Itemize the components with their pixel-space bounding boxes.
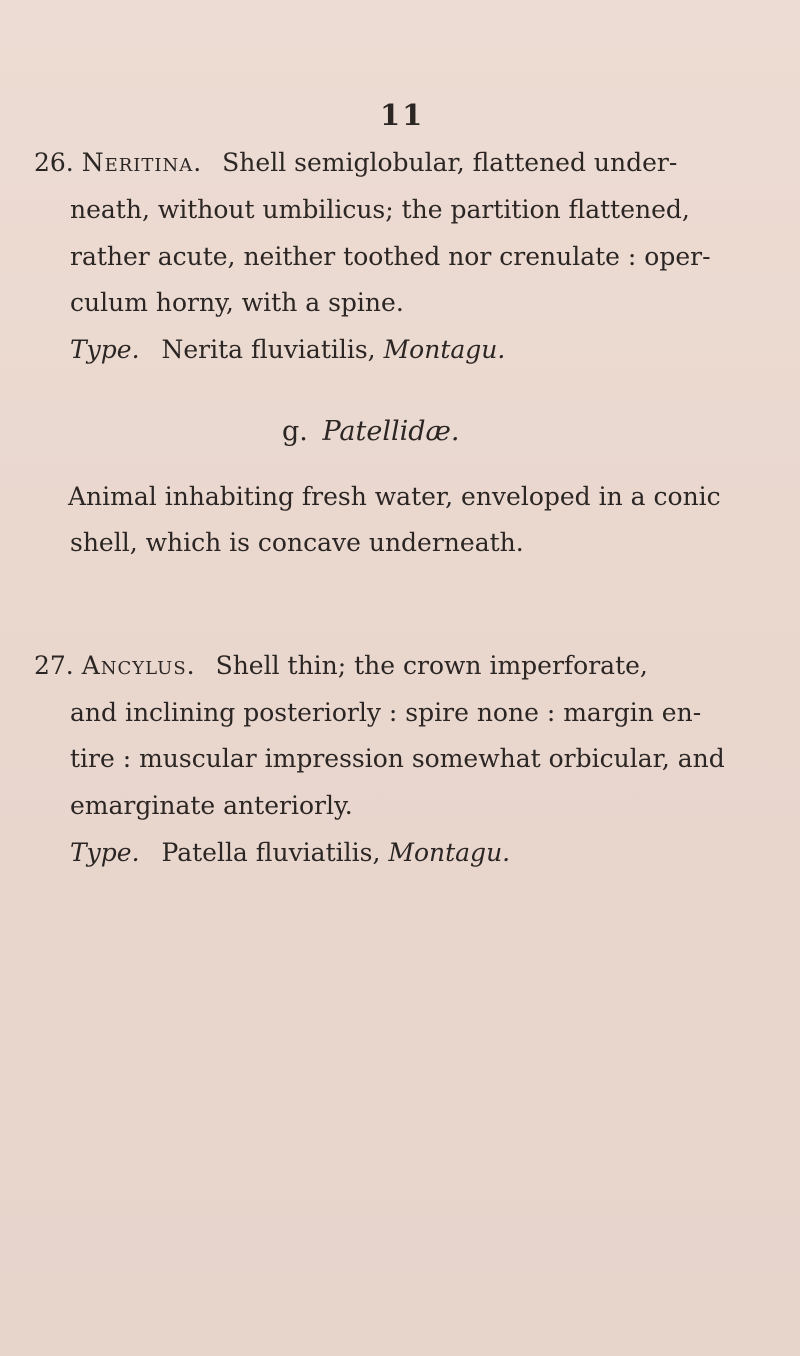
entry-number: 26. <box>34 148 74 177</box>
type-line <box>70 327 800 372</box>
description-text: Shell thin; the crown imperforate, <box>215 651 648 680</box>
genus-name: Neritina. <box>81 148 203 177</box>
description-line: neath, without umbilicus; the partition flattened, <box>70 195 690 224</box>
type-label: Type. <box>70 838 140 867</box>
type-species: Nerita fluviatilis, <box>161 335 376 364</box>
entry-27-first-line <box>34 643 800 688</box>
description-text: Shell semiglobular, flattened under- <box>222 148 678 177</box>
family-letter: g. <box>282 416 308 447</box>
page-number: 11 <box>380 98 425 132</box>
description-line: shell, which is concave underneath. <box>70 528 524 557</box>
description-line: culum horny, with a spine. <box>70 288 404 317</box>
description-line: and inclining posteriorly : spire none : margin en- <box>70 698 702 727</box>
type-author: Montagu. <box>383 335 506 364</box>
description-line: emarginate anteriorly. <box>70 791 353 820</box>
family-name: Patellidæ. <box>322 416 460 447</box>
family-heading <box>282 416 460 447</box>
entry-number: 27. <box>34 651 74 680</box>
type-label: Type. <box>70 335 140 364</box>
description-line: tire : muscular impression somewhat orbicular, and <box>70 744 725 773</box>
type-species: Patella fluviatilis, <box>161 838 381 867</box>
entry-26-first-line <box>34 140 800 185</box>
type-author: Montagu. <box>388 838 511 867</box>
type-line <box>70 830 800 875</box>
genus-name: Ancylus. <box>81 651 196 680</box>
description-line: Animal inhabiting fresh water, enveloped in a conic <box>68 482 721 511</box>
description-line: rather acute, neither toothed nor crenulate : oper- <box>70 242 711 271</box>
